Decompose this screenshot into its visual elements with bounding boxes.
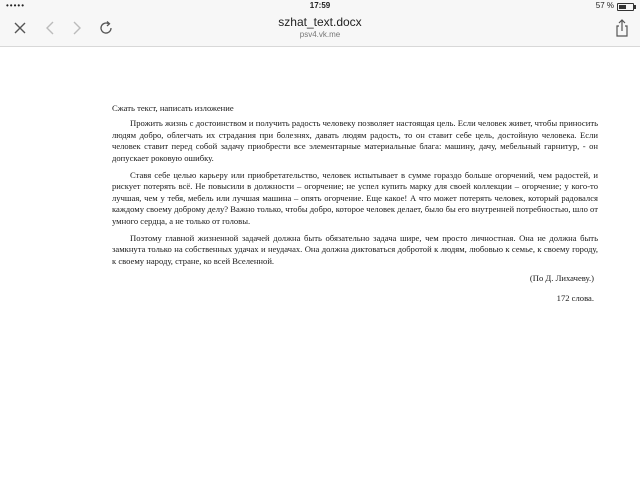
battery-icon bbox=[617, 3, 634, 11]
document-host: psv4.vk.me bbox=[299, 30, 341, 39]
clock: 17:59 bbox=[309, 1, 331, 10]
status-bar bbox=[0, 0, 640, 12]
title-block bbox=[0, 15, 640, 40]
navigation-bar bbox=[0, 12, 640, 47]
share-icon bbox=[615, 19, 629, 37]
signal-indicator: ••••• bbox=[6, 1, 26, 10]
battery-percent: 57 % bbox=[595, 1, 614, 10]
word-count: 172 слова. bbox=[556, 292, 594, 303]
author-attribution: (По Д. Лихачеву.) bbox=[529, 273, 594, 284]
document-page bbox=[0, 47, 640, 480]
share-button[interactable] bbox=[612, 18, 632, 38]
paragraph-2: Ставя себе целью карьеру или приобретательство, человек испытывает в сумме гораздо больше огорчений, чем радостей, и рискует потерять всё. Не повысили в должности – огорчение; не успел купить марку для своей коллекции – огорчение; у кого-то лучшая, чем у тебя, мебель или лучшая машина – опять огорчение. Еще какое! А что может потерять человек, который радовался каждому своему доброму делу? Важно только, чтобы добро, которое человек делает, было бы его внутренней потребностью, шло от умного сердца, а не только от головы. bbox=[112, 170, 598, 226]
battery-fill bbox=[619, 5, 626, 9]
paragraph-3: Поэтому главной жизненной задачей должна быть обязательно задача шире, чем просто личностная. Она не должна быть замкнута только на собственных удачах и неудачах. Она должна диктоваться добротой к людям, любовью к семье, к своему городу, к своему народу, стране, ко всей Вселенной. bbox=[112, 233, 598, 266]
document-title: szhat_text.docx bbox=[278, 15, 362, 29]
document-heading: Сжать текст, написать изложение bbox=[112, 103, 234, 113]
paragraph-1: Прожить жизнь с достоинством и получить радость человеку позволяет настоящая цель. Если человек живет, чтобы приносить людям добро, облегчать их страдания при болезнях, давать людям радость, то он ставит себе цель, достойную человека. Если человек ставит перед собой задачу приобрести все элементарные материальные блага: машину, дачу, мебельный гарнитур, - он допускает роковую ошибку. bbox=[112, 118, 598, 163]
document-body bbox=[112, 103, 598, 304]
